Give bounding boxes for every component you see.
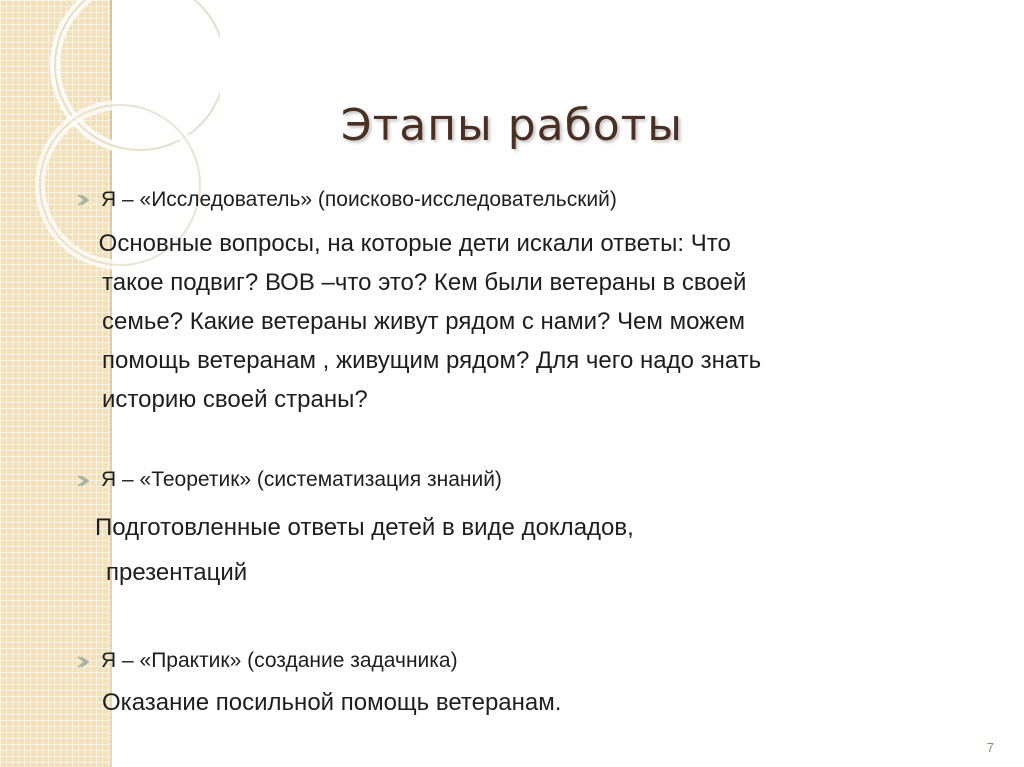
stage-2-text-line1: Подготовленные ответы детей в виде докладов, bbox=[95, 514, 634, 541]
stage-1-heading: Я – «Исследователь» (поисково-исследовательский) bbox=[101, 188, 617, 211]
chevron-right-icon bbox=[76, 193, 90, 207]
stage-3-text: Оказание посильной помощь ветеранам. bbox=[102, 689, 562, 716]
stage-1-text-first-line: Основные вопросы, на которые дети искали ответы: Что bbox=[92, 230, 731, 257]
stage-3-heading: Я – «Практик» (создание задачника) bbox=[101, 649, 458, 672]
stage-2-text-line2: презентаций bbox=[106, 559, 248, 586]
chevron-right-icon bbox=[76, 474, 90, 488]
stage-1-text: такое подвиг? ВОВ –что это? Кем были ветераны в своей семье? Какие ветераны живут рядом с нами? Чем можем помощь ветеранам , живущим рядом? Для чего надо знать историю своей страны? bbox=[102, 269, 762, 413]
page-number: 7 bbox=[986, 740, 994, 755]
chevron-right-icon bbox=[76, 655, 90, 669]
stage-2-heading: Я – «Теоретик» (систематизация знаний) bbox=[101, 468, 502, 491]
slide-title: Этапы работы bbox=[340, 100, 684, 151]
